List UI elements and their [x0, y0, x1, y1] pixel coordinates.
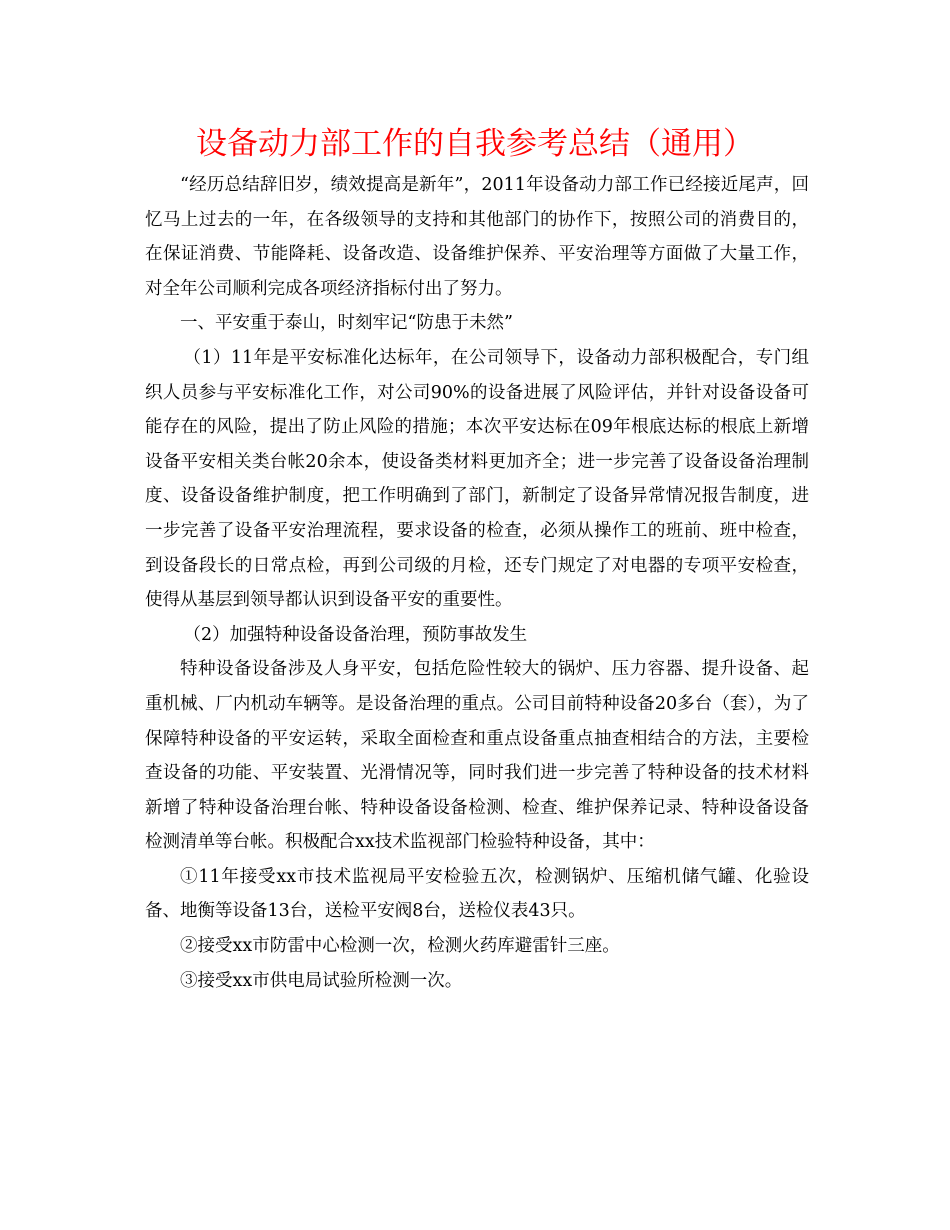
document-body — [145, 168, 809, 998]
paragraph-intro: “经历总结辞旧岁，绩效提高是新年”，2011年设备动力部工作已经接近尾声，回忆马上过去的一年，在各级领导的支持和其他部门的协作下，按照公司的消费目的，在保证消费、节能降耗、设备改造、设备维护保养、平安治理等方面做了大量工作，对全年公司顺利完成各项经济指标付出了努力。 — [145, 175, 809, 299]
paragraph-special-equipment: 特种设备设备涉及人身平安，包括危险性较大的锅炉、压力容器、提升设备、起重机械、厂内机动车辆等。是设备治理的重点。公司目前特种设备20多台（套），为了保障特种设备的平安运转，采取全面检查和重点设备重点抽查相结合的方法，主要检查设备的功能、平安装置、光滑情况等，同时我们进一步完善了特种设备的技术材料新增了特种设备治理台帐、特种设备设备检测、检查、维护保养记录、特种设备设备检测清单等台帐。积极配合xx技术监视部门检验特种设备，其中： — [145, 659, 809, 853]
list-item-inspection-1: ①11年接受xx市技术监视局平安检验五次，检测锅炉、压缩机储气罐、化验设备、地衡等设备13台，送检平安阀8台，送检仪表43只。 — [145, 866, 809, 922]
paragraph-item-2: （2）加强特种设备设备治理，预防事故发生 — [183, 624, 528, 645]
section-heading-safety: 一、平安重于泰山，时刻牢记“防患于未然” — [180, 313, 513, 334]
list-item-inspection-3: ③接受xx市供电局试验所检测一次。 — [180, 970, 463, 991]
paragraph-item-1: （1）11年是平安标准化达标年，在公司领导下，设备动力部积极配合，专门组织人员参与平安标准化工作，对公司90%的设备进展了风险评估，并针对设备设备可能存在的风险，提出了防止风险的措施；本次平安达标在09年根底达标的根底上新增设备平安相关类台帐20余本，使设备类材料更加齐全；进一步完善了设备设备治理制度、设备设备维护制度，把工作明确到了部门，新制定了设备异常情况报告制度，进一步完善了设备平安治理流程，要求设备的检查，必须从操作工的班前、班中检查，到设备段长的日常点检，再到公司级的月检，还专门规定了对电器的专项平安检查，使得从基层到领导都认识到设备平安的重要性。 — [145, 347, 809, 611]
list-item-inspection-2: ②接受xx市防雷中心检测一次，检测火药库避雷针三座。 — [180, 936, 620, 957]
document-title: 设备动力部工作的自我参考总结（通用） — [196, 126, 754, 162]
